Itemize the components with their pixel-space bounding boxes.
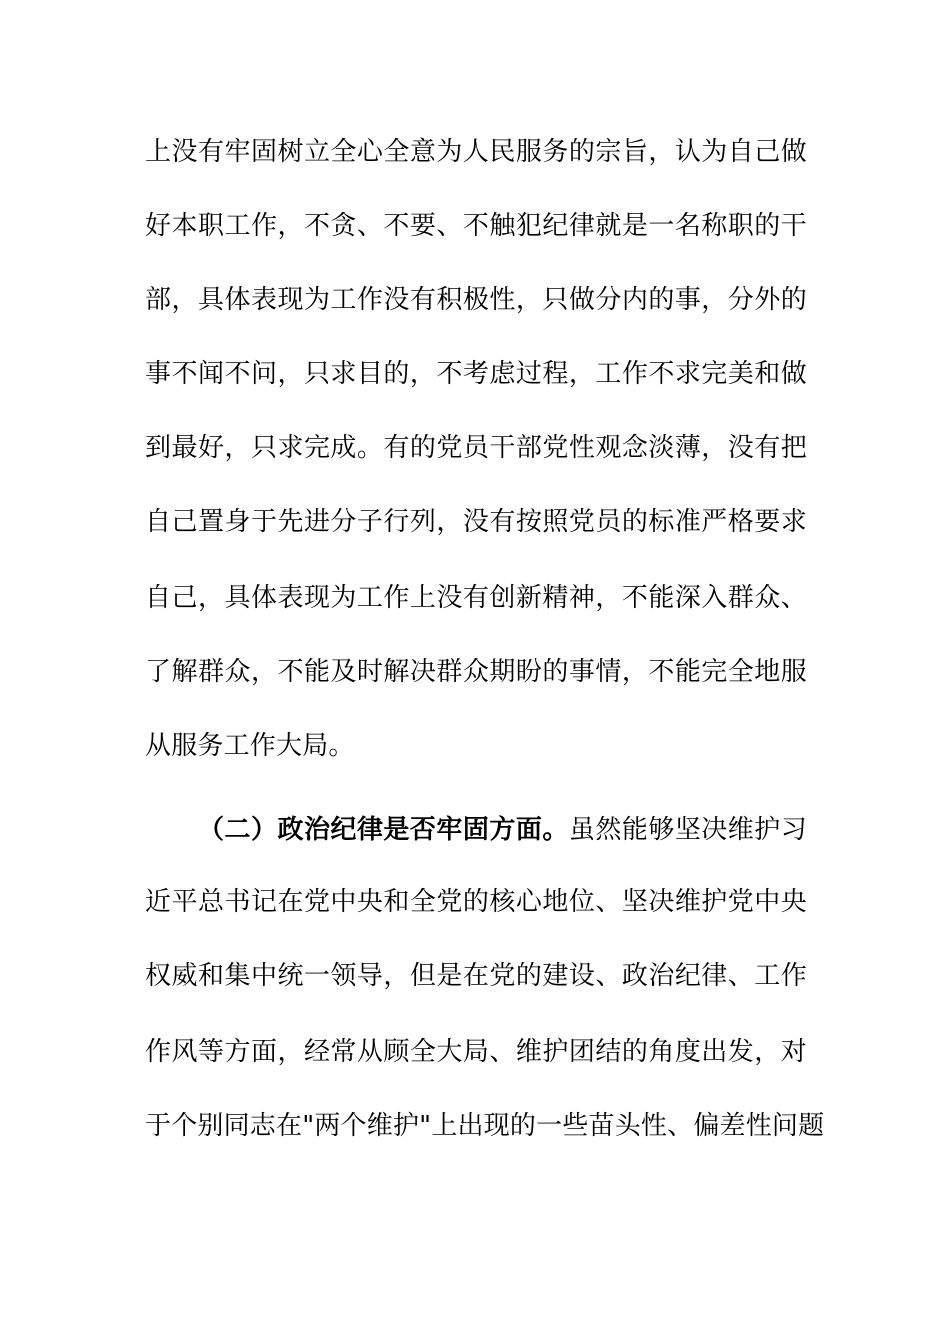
- paragraph-1-line-1: 上没有牢固树立全心全意为人民服务的宗旨，认为自己做: [145, 137, 807, 167]
- section-heading: （二）政治纪律是否牢固方面。: [198, 815, 569, 845]
- paragraph-1-line-3: 部，具体表现为工作没有积极性，只做分内的事，分外的: [145, 285, 807, 315]
- paragraph-1-line-7: 自己，具体表现为工作上没有创新精神，不能深入群众、: [145, 583, 807, 613]
- paragraph-1-line-5: 到最好，只求完成。有的党员干部党性观念淡薄，没有把: [145, 433, 807, 463]
- paragraph-1-line-2: 好本职工作，不贪、不要、不触犯纪律就是一名称职的干: [145, 211, 807, 241]
- paragraph-1-line-4: 事不闻不问，只求目的，不考虑过程，工作不求完美和做: [145, 359, 807, 389]
- paragraph-2-line-1: [198, 810, 807, 850]
- paragraph-2-line-2: 近平总书记在党中央和全党的核心地位、坚决维护党中央: [145, 887, 807, 917]
- paragraph-1-line-6: 自己置身于先进分子行列，没有按照党员的标准严格要求: [145, 507, 807, 537]
- paragraph-2-line-3: 权威和集中统一领导，但是在党的建设、政治纪律、工作: [145, 961, 807, 991]
- paragraph-2-line-1-text: 虽然能够坚决维护习: [568, 815, 807, 845]
- paragraph-2-line-4: 作风等方面，经常从顾全大局、维护团结的角度出发，对: [145, 1037, 807, 1067]
- paragraph-1-line-9: 从服务工作大局。: [145, 731, 355, 761]
- paragraph-2-line-5: 于个别同志在"两个维护"上出现的一些苗头性、偏差性问题: [145, 1111, 825, 1141]
- paragraph-1-line-8: 了解群众，不能及时解决群众期盼的事情，不能完全地服: [145, 657, 807, 687]
